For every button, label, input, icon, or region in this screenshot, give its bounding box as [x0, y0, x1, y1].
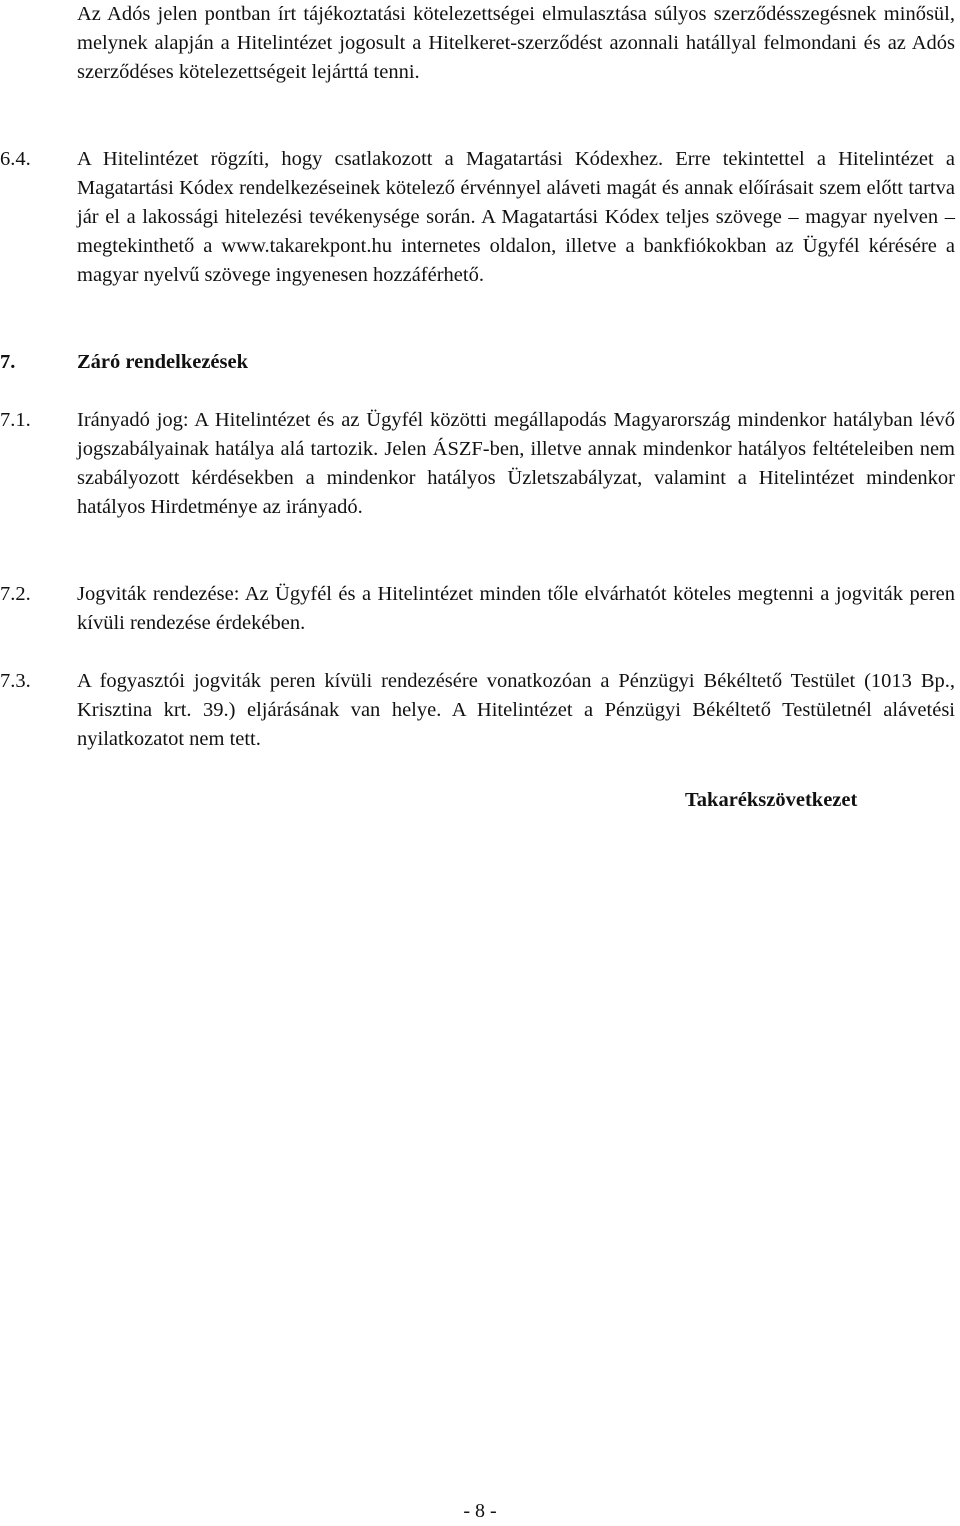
section-number: 7.1. — [0, 409, 31, 431]
section-number: 7.3. — [0, 670, 31, 692]
section-title: Záró rendelkezések — [77, 351, 248, 373]
page-number: - 8 - — [463, 1500, 497, 1522]
signature: Takarékszövetkezet — [685, 789, 858, 811]
section-text: A fogyasztói jogviták peren kívüli rendezésére vonatkozóan a Pénzügyi Békéltető Testület (1013 Bp., Krisztina krt. 39.) eljárásának van helye. A Hitelintézet a Pénzügyi Békéltető Testületnél alávetési nyilatkozatot nem tett. — [77, 670, 955, 750]
section-number: 6.4. — [0, 148, 31, 170]
section-text: Jogviták rendezése: Az Ügyfél és a Hitelintézet minden tőle elvárhatót köteles megtenni a jogviták peren kívüli rendezése érdekében. — [77, 583, 955, 634]
section-number: 7.2. — [0, 583, 31, 605]
section-text: A Hitelintézet rögzíti, hogy csatlakozott a Magatartási Kódexhez. Erre tekintettel a Hitelintézet a Magatartási Kódex rendelkezéseinek kötelező érvénnyel aláveti magát és annak előírásait szem előtt tartva jár el a lakossági hitelezési tevékenysége során. A Magatartási Kódex teljes szövege – magyar nyelven – megtekinthető a www.takarekpont.hu internetes oldalon, illetve a bankfiókokban az Ügyfél kérésére a magyar nyelvű szövege ingyenesen hozzáférhető. — [77, 148, 955, 286]
section-text: Irányadó jog: A Hitelintézet és az Ügyfél közötti megállapodás Magyarország mindenkor hatályban lévő jogszabályainak hatálya alá tartozik. Jelen ÁSZF-ben, illetve annak mindenkor hatályos feltételeiben nem szabályozott kérdésekben a mindenkor hatályos Üzletszabályzat, valamint a Hitelintézet mindenkor hatályos Hirdetménye az irányadó. — [77, 409, 955, 518]
intro-paragraph: Az Adós jelen pontban írt tájékoztatási kötelezettségei elmulasztása súlyos szerződésszegésnek minősül, melynek alapján a Hitelintézet jogosult a Hitelkeret-szerződést azonnali hatállyal felmondani és az Adós szerződéses kötelezettségeit lejárttá tenni. — [77, 3, 955, 83]
section-number: 7. — [0, 351, 16, 373]
